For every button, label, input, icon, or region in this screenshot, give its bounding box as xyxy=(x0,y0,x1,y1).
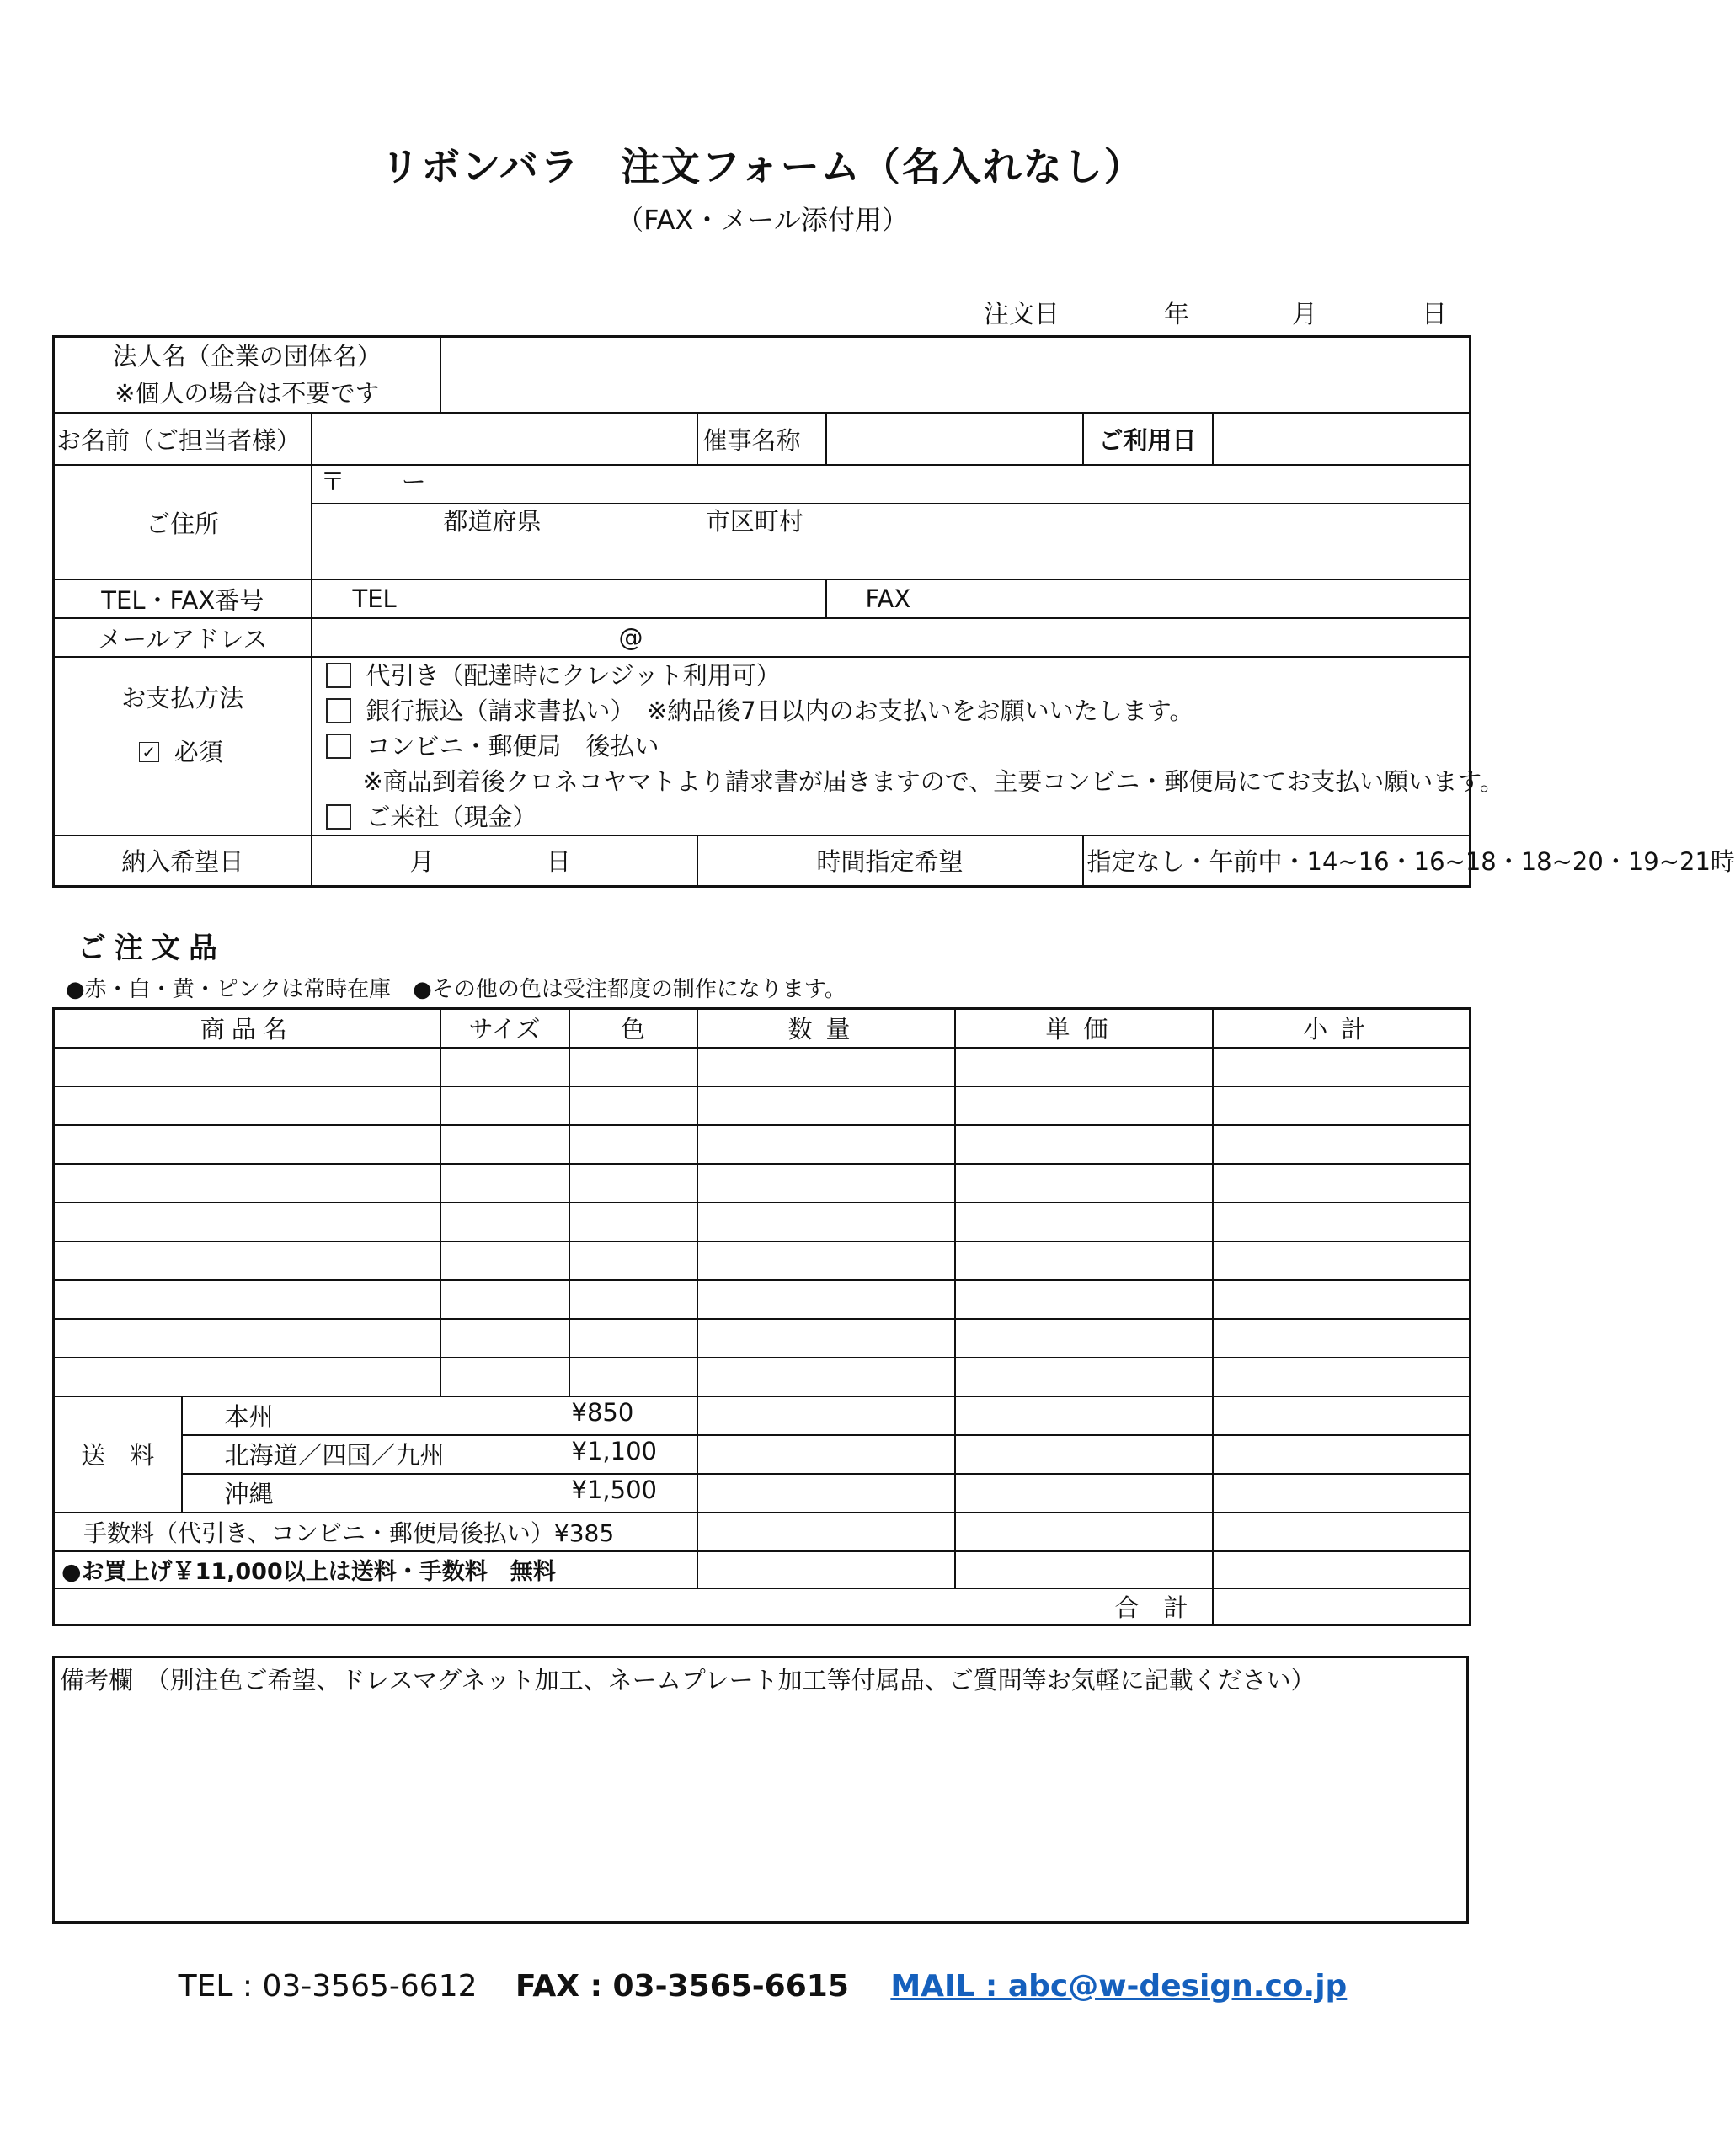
color-cell[interactable] xyxy=(569,1164,697,1203)
delivery-month-label: 月 xyxy=(409,847,435,877)
postal-mark: 〒 xyxy=(320,467,345,496)
subtotal-cell[interactable] xyxy=(1213,1048,1471,1086)
postal-dash: ー xyxy=(401,467,426,496)
required-mark xyxy=(56,725,306,779)
product-cell[interactable] xyxy=(54,1203,440,1241)
header-product: 商品名 xyxy=(54,1009,440,1048)
checkbox-icon[interactable] xyxy=(326,698,351,723)
shipping-row xyxy=(54,1435,1471,1474)
size-cell[interactable] xyxy=(440,1319,569,1358)
order-month-label: 月 xyxy=(1292,300,1317,329)
product-cell[interactable] xyxy=(54,1125,440,1164)
checkbox-icon[interactable] xyxy=(326,804,351,830)
shipping-cell xyxy=(182,1474,697,1513)
color-cell[interactable] xyxy=(569,1358,697,1396)
name-row xyxy=(54,413,1471,465)
shipping-label: 送 料 xyxy=(54,1396,182,1513)
payment-option-cash[interactable] xyxy=(326,799,1465,835)
size-cell[interactable] xyxy=(440,1203,569,1241)
required-check-icon: ✓ xyxy=(139,742,159,762)
table-row xyxy=(54,1319,1471,1358)
fee-label: 手数料（代引き、コンビニ・郵便局後払い）¥385 xyxy=(54,1513,697,1551)
quantity-cell[interactable] xyxy=(697,1164,955,1203)
at-sign: @ xyxy=(618,623,643,652)
fax-input[interactable] xyxy=(826,579,1471,618)
header-quantity: 数量 xyxy=(697,1009,955,1048)
free-shipping-row xyxy=(54,1551,1471,1588)
table-row xyxy=(54,1086,1471,1125)
use-date-input[interactable] xyxy=(1213,413,1471,465)
product-cell[interactable] xyxy=(54,1241,440,1280)
email-label: メールアドレス xyxy=(54,618,312,657)
unit-price-cell[interactable] xyxy=(955,1319,1213,1358)
size-cell[interactable] xyxy=(440,1125,569,1164)
payment-label-cell xyxy=(54,657,312,835)
unit-price-cell[interactable] xyxy=(955,1358,1213,1396)
event-label: 催事名称 xyxy=(697,413,826,465)
remarks-label: 備考欄 （別注色ご希望、ドレスマグネット加工、ネームプレート加工等付属品、ご質問等お気軽に記載ください） xyxy=(60,1666,1316,1694)
fee-row xyxy=(54,1513,1471,1551)
postal-row xyxy=(54,465,1471,504)
payment-option-label: 銀行振込（請求書払い） ※納品後7日以内のお支払いをお願いいたします。 xyxy=(366,696,1194,725)
color-cell[interactable] xyxy=(569,1086,697,1125)
footer-contact xyxy=(0,1969,1525,2004)
quantity-cell[interactable] xyxy=(697,1280,955,1319)
payment-option-label: コンビニ・郵便局 後払い xyxy=(366,732,659,760)
subtotal-cell[interactable] xyxy=(1213,1125,1471,1164)
total-input[interactable] xyxy=(1213,1588,1471,1625)
shipping-cell xyxy=(182,1396,697,1435)
size-cell[interactable] xyxy=(440,1164,569,1203)
required-label: 必須 xyxy=(174,738,223,766)
footer-mail-link[interactable]: MAIL : abc@w-design.co.jp xyxy=(890,1969,1348,2004)
total-row xyxy=(54,1588,1471,1625)
subtotal-cell[interactable] xyxy=(1213,1164,1471,1203)
table-row xyxy=(54,1164,1471,1203)
shipping-unit-cell[interactable] xyxy=(955,1474,1213,1513)
subtotal-cell[interactable] xyxy=(1213,1280,1471,1319)
quantity-cell[interactable] xyxy=(697,1125,955,1164)
payment-option-label: 代引き（配達時にクレジット利用可） xyxy=(366,661,781,690)
color-cell[interactable] xyxy=(569,1203,697,1241)
header-size: サイズ xyxy=(440,1009,569,1048)
shipping-region: 本州 xyxy=(224,1402,274,1431)
unit-price-cell[interactable] xyxy=(955,1125,1213,1164)
quantity-cell[interactable] xyxy=(697,1086,955,1125)
product-cell[interactable] xyxy=(54,1048,440,1086)
product-cell[interactable] xyxy=(54,1358,440,1396)
name-input[interactable] xyxy=(312,413,697,465)
payment-option-cod[interactable] xyxy=(326,658,1465,693)
shipping-quantity-cell[interactable] xyxy=(697,1435,955,1474)
checkbox-icon[interactable] xyxy=(326,663,351,688)
unit-price-cell[interactable] xyxy=(955,1164,1213,1203)
unit-price-cell[interactable] xyxy=(955,1203,1213,1241)
unit-price-cell[interactable] xyxy=(955,1241,1213,1280)
order-table xyxy=(52,1007,1471,1626)
delivery-label: 納入希望日 xyxy=(54,835,312,886)
page-title: リボンバラ 注文フォーム（名入れなし） xyxy=(381,144,1145,189)
address-label: ご住所 xyxy=(54,465,312,579)
color-cell[interactable] xyxy=(569,1125,697,1164)
shipping-row xyxy=(54,1474,1471,1513)
customer-info-table xyxy=(52,335,1735,888)
company-label: 法人名（企業の団体名） xyxy=(112,342,382,371)
unit-price-cell[interactable] xyxy=(955,1048,1213,1086)
subtotal-cell[interactable] xyxy=(1213,1203,1471,1241)
table-row xyxy=(54,1048,1471,1086)
order-header-row xyxy=(54,1009,1471,1048)
shipping-price: ¥1,500 xyxy=(571,1476,657,1504)
use-date-label: ご利用日 xyxy=(1083,413,1213,465)
footer-fax: FAX : 03-3565-6615 xyxy=(515,1969,849,2004)
unit-price-cell[interactable] xyxy=(955,1280,1213,1319)
order-section-title: ご注文品 xyxy=(77,931,226,965)
time-label: 時間指定希望 xyxy=(697,835,1083,886)
shipping-subtotal-cell[interactable] xyxy=(1213,1435,1471,1474)
payment-note: ※商品到着後クロネコヤマトより請求書が届きますので、主要コンビニ・郵便局にてお支払い願います。 xyxy=(362,767,1504,796)
fee-subtotal-cell[interactable] xyxy=(1213,1513,1471,1551)
unit-price-cell[interactable] xyxy=(955,1086,1213,1125)
free-subtotal-cell[interactable] xyxy=(1213,1551,1471,1588)
shipping-quantity-cell[interactable] xyxy=(697,1396,955,1435)
company-input[interactable] xyxy=(440,337,1471,414)
total-label: 合 計 xyxy=(54,1588,1213,1625)
subtotal-cell[interactable] xyxy=(1213,1241,1471,1280)
prefecture-label: 都道府県 xyxy=(443,507,542,536)
shipping-unit-cell[interactable] xyxy=(955,1435,1213,1474)
color-cell[interactable] xyxy=(569,1319,697,1358)
fax-label: FAX xyxy=(865,584,911,613)
product-cell[interactable] xyxy=(54,1280,440,1319)
color-cell[interactable] xyxy=(569,1048,697,1086)
payment-options xyxy=(312,657,1504,835)
color-cell[interactable] xyxy=(569,1280,697,1319)
telfax-label: TEL・FAX番号 xyxy=(54,579,312,618)
delivery-date-input[interactable] xyxy=(312,835,697,886)
size-cell[interactable] xyxy=(440,1086,569,1125)
shipping-subtotal-cell[interactable] xyxy=(1213,1474,1471,1513)
tel-input[interactable] xyxy=(312,579,826,618)
company-row xyxy=(54,337,1471,414)
subtotal-cell[interactable] xyxy=(1213,1358,1471,1396)
color-cell[interactable] xyxy=(569,1241,697,1280)
shipping-cell xyxy=(182,1435,697,1474)
subtotal-cell[interactable] xyxy=(1213,1319,1471,1358)
name-label: お名前（ご担当者様） xyxy=(54,413,312,465)
size-cell[interactable] xyxy=(440,1048,569,1086)
fee-quantity-cell[interactable] xyxy=(697,1513,955,1551)
size-cell[interactable] xyxy=(440,1241,569,1280)
quantity-cell[interactable] xyxy=(697,1203,955,1241)
shipping-price: ¥1,100 xyxy=(571,1437,657,1465)
shipping-quantity-cell[interactable] xyxy=(697,1474,955,1513)
company-label-cell xyxy=(54,337,440,414)
tel-label: TEL xyxy=(352,584,397,613)
shipping-subtotal-cell[interactable] xyxy=(1213,1396,1471,1435)
checkbox-icon[interactable] xyxy=(326,734,351,759)
product-cell[interactable] xyxy=(54,1086,440,1125)
payment-option-convenience[interactable] xyxy=(326,728,1465,764)
quantity-cell[interactable] xyxy=(697,1048,955,1086)
header-subtotal: 小計 xyxy=(1213,1009,1471,1048)
city-label: 市区町村 xyxy=(705,507,803,536)
fee-unit-cell[interactable] xyxy=(955,1513,1213,1551)
table-row xyxy=(54,1241,1471,1280)
order-date-label: 注文日 xyxy=(984,300,1060,329)
order-day-label: 日 xyxy=(1422,300,1447,329)
delivery-row xyxy=(54,835,1471,886)
size-cell[interactable] xyxy=(440,1280,569,1319)
table-row xyxy=(54,1125,1471,1164)
shipping-price: ¥850 xyxy=(571,1398,634,1427)
order-item-rows xyxy=(54,1048,1471,1396)
free-shipping-note: ●お買上げ￥11,000以上は送料・手数料 無料 xyxy=(54,1551,697,1588)
order-year-label: 年 xyxy=(1164,300,1189,329)
quantity-cell[interactable] xyxy=(697,1241,955,1280)
table-row xyxy=(54,1203,1471,1241)
shipping-unit-cell[interactable] xyxy=(955,1396,1213,1435)
table-row xyxy=(54,1358,1471,1396)
remarks-box[interactable] xyxy=(52,1656,1469,1924)
page-subtitle: （FAX・メール添付用） xyxy=(617,204,909,236)
shipping-row xyxy=(54,1396,1471,1435)
shipping-region: 北海道／四国／九州 xyxy=(224,1441,445,1470)
payment-label: お支払方法 xyxy=(121,684,244,712)
shipping-region: 沖縄 xyxy=(224,1480,274,1508)
free-quantity-cell[interactable] xyxy=(697,1551,955,1588)
email-row xyxy=(54,618,1471,657)
stock-note: ●赤・白・黄・ピンクは常時在庫 ●その他の色は受注都度の制作になります。 xyxy=(66,977,846,1002)
payment-option-label: ご来社（現金） xyxy=(366,803,537,831)
event-input[interactable] xyxy=(826,413,1083,465)
product-cell[interactable] xyxy=(54,1319,440,1358)
size-cell[interactable] xyxy=(440,1358,569,1396)
quantity-cell[interactable] xyxy=(697,1319,955,1358)
company-note: ※個人の場合は不要です xyxy=(115,379,380,408)
product-cell[interactable] xyxy=(54,1164,440,1203)
postal-input[interactable] xyxy=(312,465,1471,504)
header-unit-price: 単価 xyxy=(955,1009,1213,1048)
quantity-cell[interactable] xyxy=(697,1358,955,1396)
telfax-row xyxy=(54,579,1471,618)
header-color: 色 xyxy=(569,1009,697,1048)
footer-tel: TEL : 03-3565-6612 xyxy=(178,1969,478,2004)
payment-option-bank[interactable] xyxy=(326,693,1465,728)
payment-row xyxy=(54,657,1471,835)
time-options[interactable]: 指定なし・午前中・14~16・16~18・18~20・19~21時 xyxy=(1083,835,1471,886)
subtotal-cell[interactable] xyxy=(1213,1086,1471,1125)
table-row xyxy=(54,1280,1471,1319)
delivery-day-label: 日 xyxy=(546,847,571,877)
free-unit-cell[interactable] xyxy=(955,1551,1213,1588)
email-input[interactable] xyxy=(312,618,1471,657)
address-input[interactable] xyxy=(312,504,1471,579)
